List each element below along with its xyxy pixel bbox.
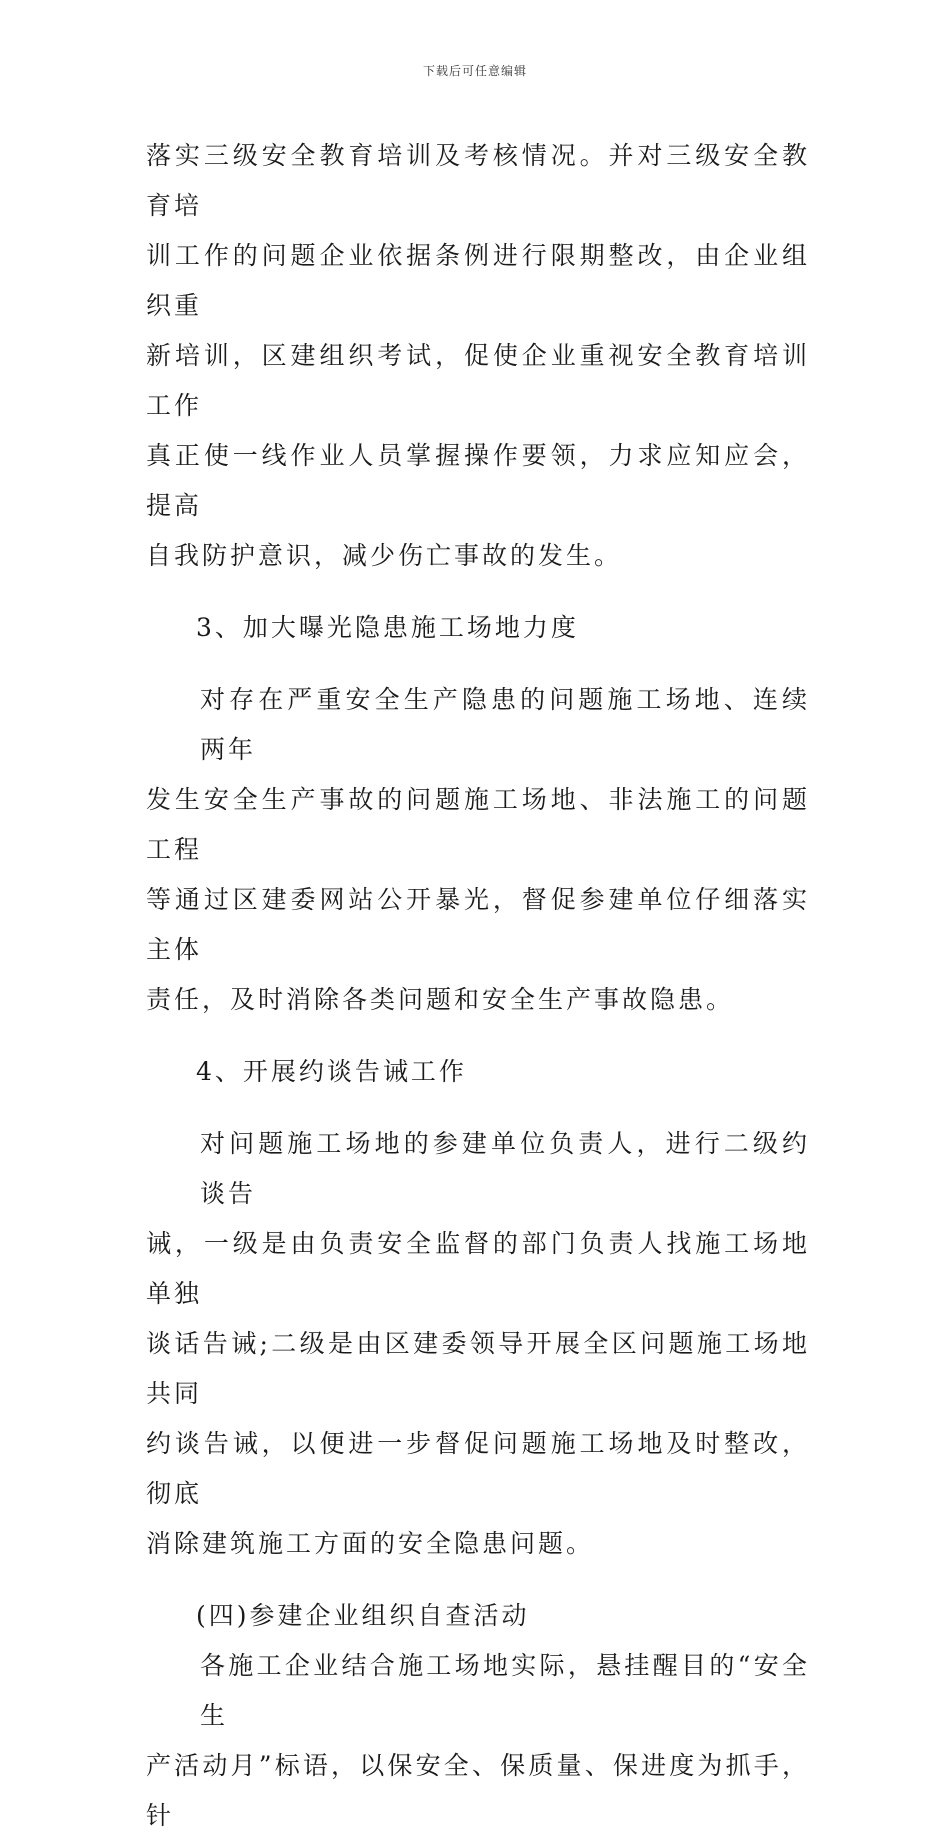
text-line: 自我防护意识，减少伤亡事故的发生。 [146,541,623,570]
text-line: 责任，及时消除各类问题和安全生产事故隐患。 [146,985,735,1014]
text-line: 约谈告诫，以便进一步督促问题施工场地及时整改，彻底 [146,1429,810,1508]
paragraph-exposure [146,675,810,1025]
text-line: 对问题施工场地的参建单位负责人，进行二级约谈告 [200,1129,810,1208]
page-header: 下载后可任意编辑 [422,64,527,78]
paragraph-warning-talks [146,1119,810,1569]
text-line: 落实三级安全教育培训及考核情况。并对三级安全教育培 [146,141,810,220]
text-line: 训工作的问题企业依据条例进行限期整改，由企业组织重 [146,241,810,320]
text-line: 发生安全生产事故的问题施工场地、非法施工的问题工程 [146,785,810,864]
text-line: 对存在严重安全生产隐患的问题施工场地、连续两年 [200,685,810,764]
text-line: 真正使一线作业人员掌握操作要领，力求应知应会，提高 [146,441,810,520]
text-line: 新培训，区建组织考试，促使企业重视安全教育培训工作 [146,341,810,420]
section-heading-3: 3、加大曝光隐患施工场地力度 [196,613,579,642]
text-line: 消除建筑施工方面的安全隐患问题。 [146,1529,595,1558]
paragraph-self-inspection [146,1641,810,1841]
text-line: 各施工企业结合施工场地实际，悬挂醒目的“安全生 [200,1651,810,1730]
section-heading-four: (四)参建企业组织自查活动 [196,1601,530,1630]
document-body [146,131,810,1841]
section-heading-4: 4、开展约谈告诫工作 [196,1057,467,1086]
text-line: 谈话告诫;二级是由区建委领导开展全区问题施工场地共同 [146,1329,810,1408]
text-line: 等通过区建委网站公开暴光，督促参建单位仔细落实主体 [146,885,810,964]
paragraph-continuation [146,131,810,581]
text-line: 产活动月”标语，以保安全、保质量、保进度为抓手，针 [146,1751,810,1830]
text-line: 诫，一级是由负责安全监督的部门负责人找施工场地单独 [146,1229,810,1308]
